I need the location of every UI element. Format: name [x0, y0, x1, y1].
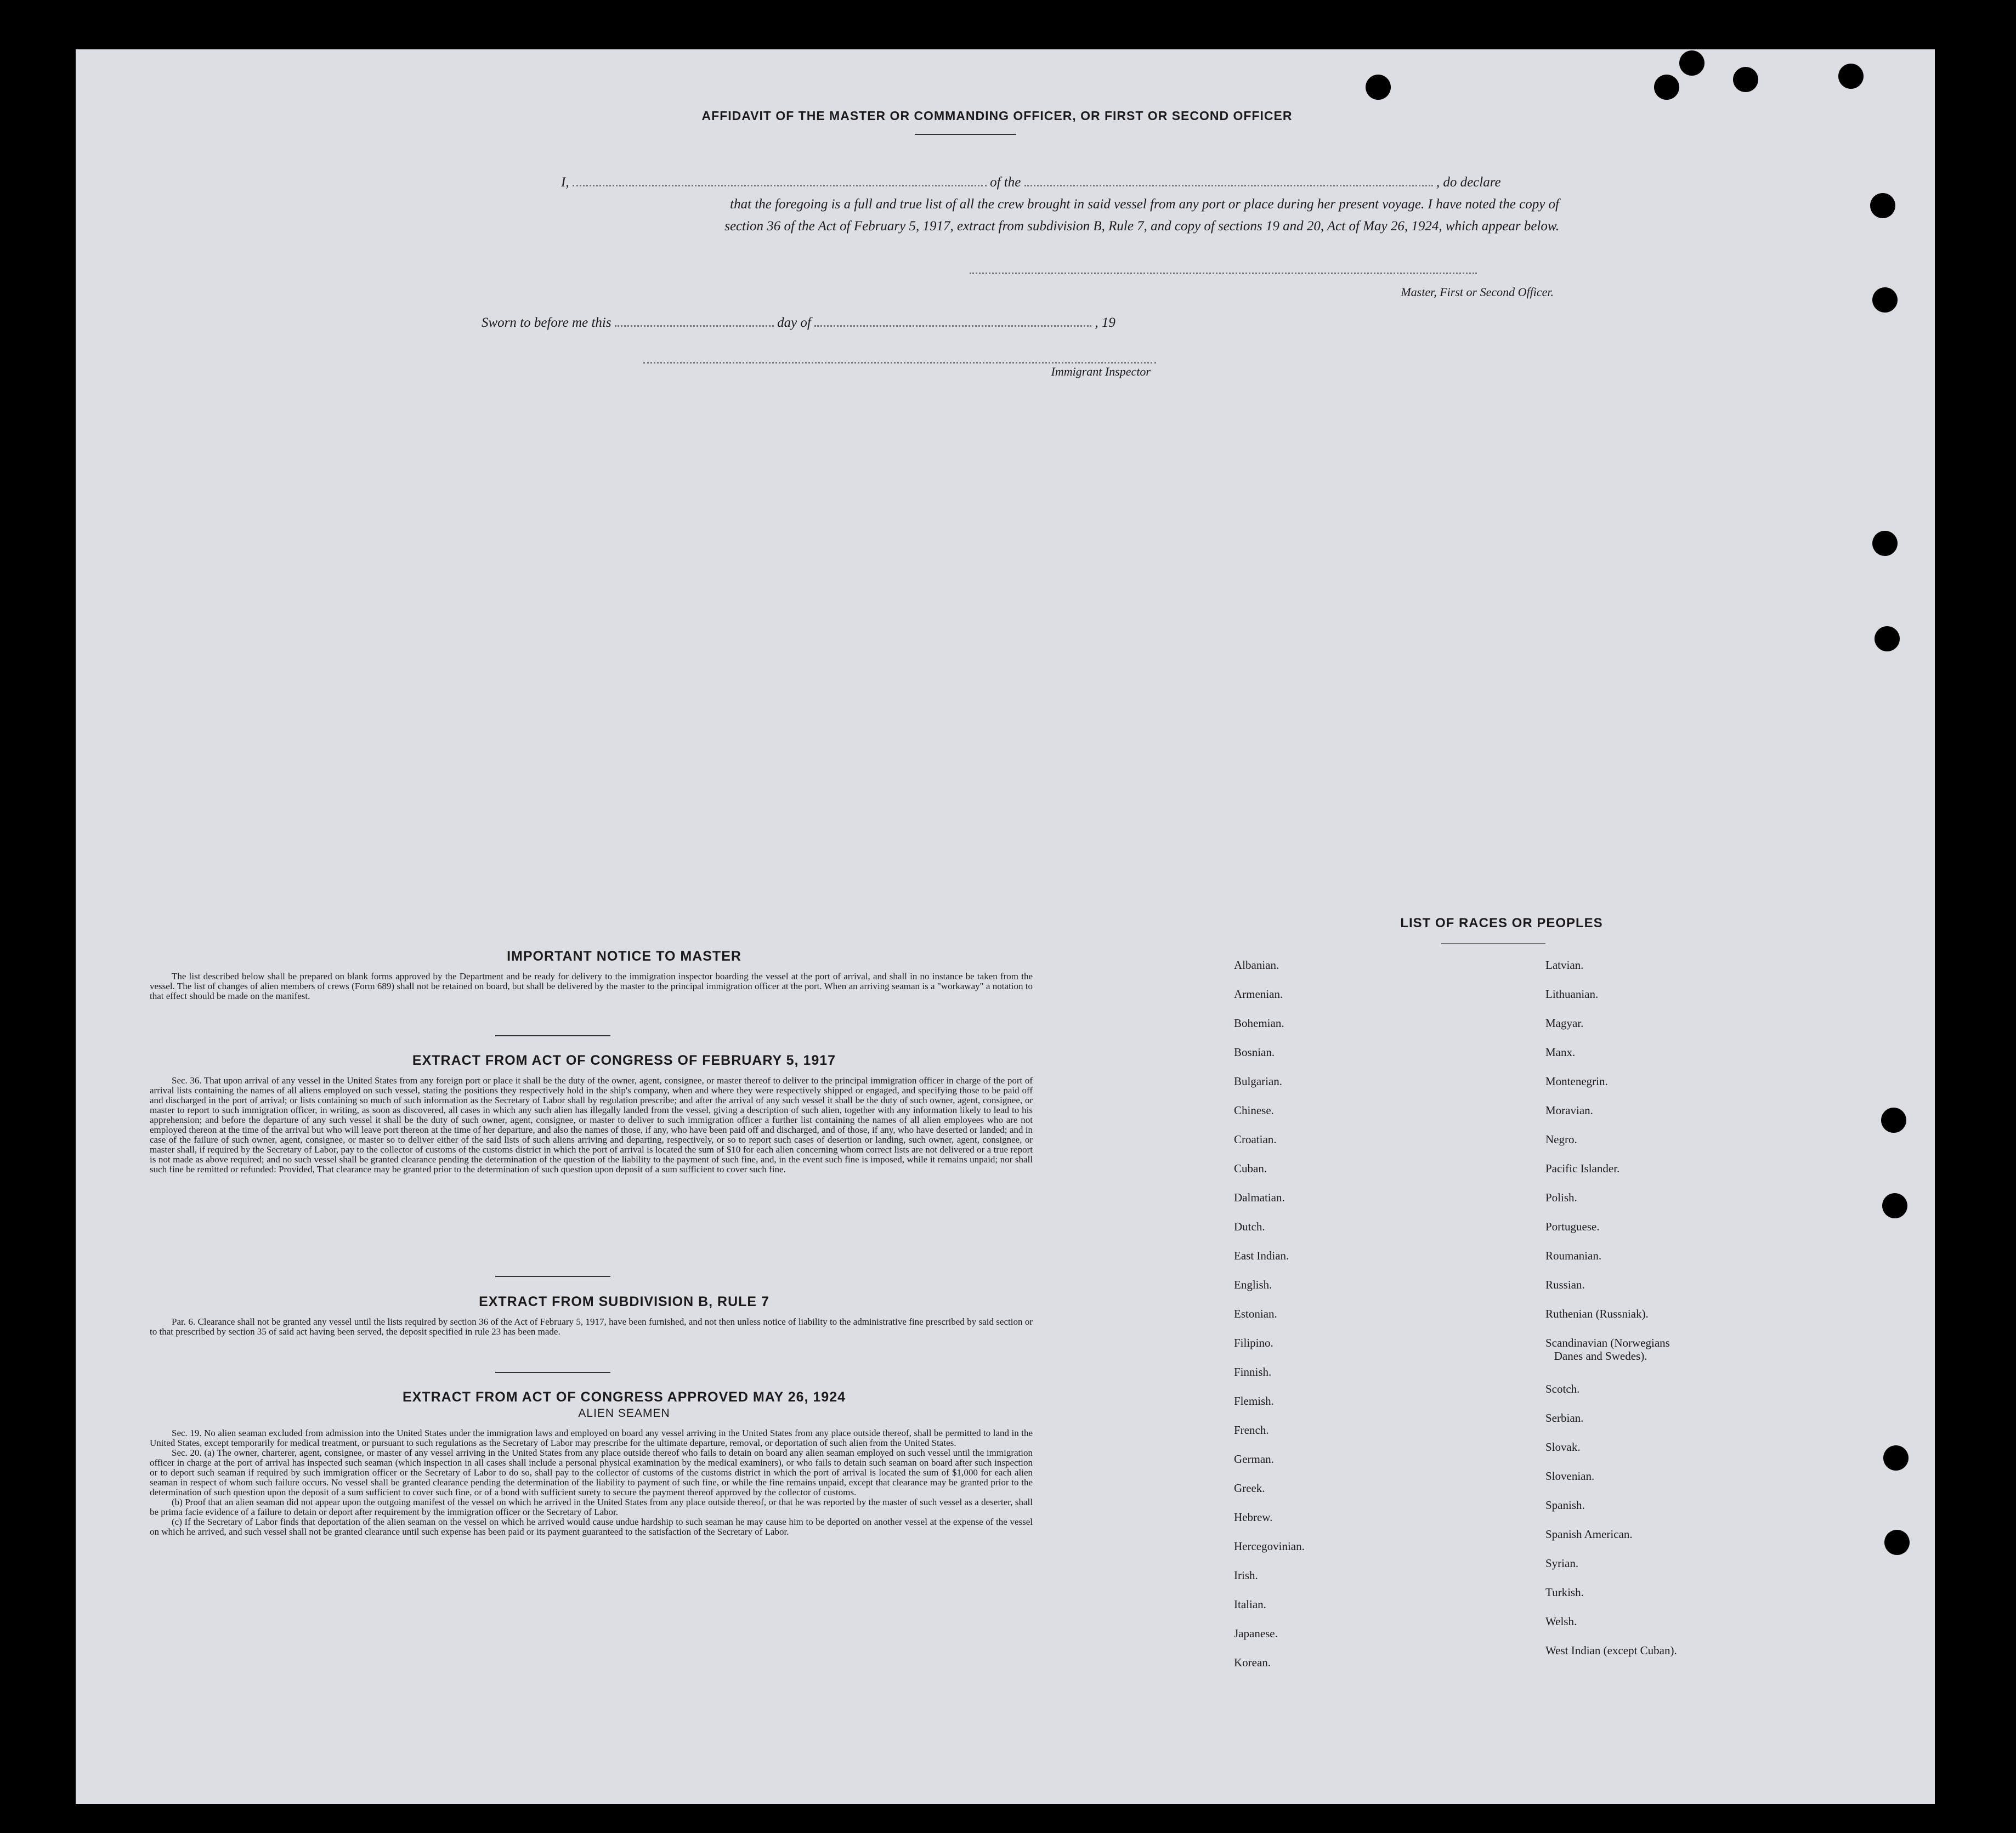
sec20a-text: Sec. 20. (a) The owner, charterer, agent, consignee, or master of any vessel arriving in the United States from any place outside thereof who fails to detain on board any alien seaman employed on such vessel until the immigration officer in charge at the port of arrival has inspected such seaman (which inspection in all cases shall include a personal physical examination by the medical examiners), or who fails to detain such seaman on board after such inspection or to deport such seaman if required by such immigration officer or the Secretary of Labor to do so, shall pay to the collector of customs of the customs district in which the port of arrival is located the sum of $1,000 for each alien seaman in respect of whom such failure occurs. No vessel shall be granted clearance pending the determination of the liability to payment of such fine, or while the fine remains unpaid, except that clearance may be granted prior to the determination of such question upon the deposit of a sum sufficient to cover such fine, or of a bond with sufficient surety to secure the payment thereof approved by the collector of customs. — [150, 1448, 1033, 1497]
race-item: Armenian. — [1234, 988, 1283, 1001]
race-item: Korean. — [1234, 1656, 1271, 1669]
sworn-line — [482, 311, 1249, 334]
punch-hole — [1875, 626, 1900, 651]
document-page — [76, 49, 1935, 1804]
race-item: Chinese. — [1234, 1104, 1274, 1117]
master-name-field[interactable] — [573, 185, 987, 186]
extract1924-subtitle: ALIEN SEAMEN — [578, 1407, 670, 1420]
race-item: Portuguese. — [1545, 1220, 1600, 1233]
notice-rule — [495, 1035, 610, 1036]
race-item: Moravian. — [1545, 1104, 1593, 1117]
race-item: Greek. — [1234, 1482, 1265, 1495]
sworn-day-field[interactable] — [615, 325, 774, 327]
race-item: Bohemian. — [1234, 1017, 1284, 1030]
punch-hole — [1870, 193, 1895, 218]
races-title: LIST OF RACES OR PEOPLES — [1400, 916, 1603, 930]
sworn-month-field[interactable] — [814, 325, 1091, 327]
race-item: Scotch. — [1545, 1382, 1580, 1395]
race-item: West Indian (except Cuban). — [1545, 1644, 1677, 1657]
race-item: Dalmatian. — [1234, 1191, 1285, 1204]
sec20c-text: (c) If the Secretary of Labor finds that deportation of the alien seaman on the vessel on which he arrived would cause undue hardship to such seaman he may cause him to be deported on another vessel at the expense of the vessel on which he arrived, and such vessel shall not be granted clearance until such expense has been paid or its payment guaranteed to the satisfaction of the Secretary of Labor. — [150, 1517, 1033, 1537]
rule7-text: Par. 6. Clearance shall not be granted any vessel until the lists required by section 36 of the Act of February 5, 1917, have been furnished, and not then unless notice of liability to the administrative fine prescribed by said section or to that prescribed by section 35 of said act having been served, the deposit specified in rule 23 has been made. — [150, 1316, 1033, 1337]
affidavit-i-label: I, — [561, 175, 569, 190]
race-item: Roumanian. — [1545, 1249, 1602, 1262]
races-column-1 — [1234, 49, 1508, 1804]
race-item: Estonian. — [1234, 1307, 1277, 1320]
sworn-label: Sworn to before me this — [482, 315, 611, 330]
extract1917-rule — [495, 1276, 610, 1277]
race-item: Albanian. — [1234, 958, 1279, 972]
race-item: Finnish. — [1234, 1365, 1272, 1378]
race-item: French. — [1234, 1423, 1269, 1437]
race-item: Pacific Islander. — [1545, 1162, 1620, 1175]
affidavit-of-the: of the — [990, 175, 1021, 190]
punch-hole — [1733, 67, 1758, 92]
race-item: Latvian. — [1545, 958, 1584, 972]
race-item: Spanish American. — [1545, 1528, 1633, 1541]
punch-hole — [1882, 1193, 1907, 1218]
punch-hole — [1884, 1530, 1910, 1555]
rule7-title: EXTRACT FROM SUBDIVISION B, RULE 7 — [479, 1294, 769, 1309]
affidavit-line2: that the foregoing is a full and true list of all the crew brought in said vessel from any port or place during her present voyage. I have noted the copy of — [730, 197, 1559, 212]
sec20b-text: (b) Proof that an alien seaman did not appear upon the outgoing manifest of the vessel on which he arrived in the United States from any place outside thereof, or that he was reported by the master of such vessel as a deserter, shall be prima facie evidence of a failure to detain or deport after requirement by the immigration officer or the Secretary of Labor. — [150, 1497, 1033, 1517]
extract1924-title: EXTRACT FROM ACT OF CONGRESS APPROVED MAY 26, 1924 — [402, 1389, 846, 1405]
punch-hole — [1872, 531, 1898, 556]
race-item: Bosnian. — [1234, 1046, 1275, 1059]
inspector-signature-line[interactable] — [643, 362, 1156, 364]
race-item: Ruthenian (Russniak). — [1545, 1307, 1649, 1320]
affidavit-title: AFFIDAVIT OF THE MASTER OR COMMANDING OFFICER, OR FIRST OR SECOND OFFICER — [701, 109, 1293, 123]
punch-hole — [1366, 75, 1391, 100]
race-item: Spanish. — [1545, 1499, 1585, 1512]
affidavit-title-rule — [915, 134, 1016, 135]
race-item: Croatian. — [1234, 1133, 1277, 1146]
race-item: Slovak. — [1545, 1440, 1581, 1454]
race-item: Lithuanian. — [1545, 988, 1599, 1001]
master-signature-caption: Master, First or Second Officer. — [1401, 285, 1554, 299]
race-item: Manx. — [1545, 1046, 1576, 1059]
extract1917-title: EXTRACT FROM ACT OF CONGRESS OF FEBRUARY 5, 1917 — [412, 1053, 836, 1068]
notice-text: The list described below shall be prepared on blank forms approved by the Department and be ready for delivery to the immigration inspector boarding the vessel at the port of arrival, and shall in no instance be taken from the vessel. The list of changes of alien members of crews (Form 689) shall not be retained on board, but shall be delivered by the master to the principal immigration officer at the port. When an arriving seaman is a "workaway" a notation to that effect should be made on the manifest. — [150, 971, 1033, 1001]
race-item: Magyar. — [1545, 1017, 1584, 1030]
race-item: Scandinavian (Norwegians Danes and Swedes). — [1545, 1336, 1670, 1363]
punch-hole — [1654, 75, 1679, 100]
race-item: Syrian. — [1545, 1557, 1579, 1570]
race-item: Filipino. — [1234, 1336, 1273, 1349]
day-of-label: day of — [777, 315, 811, 330]
race-item: Serbian. — [1545, 1411, 1584, 1425]
race-item: Polish. — [1545, 1191, 1577, 1204]
extract1924-body — [150, 1428, 1033, 1537]
race-item: Hercegovinian. — [1234, 1540, 1305, 1553]
race-item: East Indian. — [1234, 1249, 1289, 1262]
notice-title: IMPORTANT NOTICE TO MASTER — [507, 949, 741, 964]
race-item: Irish. — [1234, 1569, 1258, 1582]
race-item: Japanese. — [1234, 1627, 1278, 1640]
punch-hole — [1881, 1108, 1906, 1133]
race-item: Montenegrin. — [1545, 1075, 1608, 1088]
races-column-2 — [1545, 49, 1853, 1804]
race-item: Slovenian. — [1545, 1469, 1595, 1483]
race-item: Flemish. — [1234, 1394, 1274, 1408]
race-item: Welsh. — [1545, 1615, 1577, 1628]
race-item: English. — [1234, 1278, 1272, 1291]
race-item: Bulgarian. — [1234, 1075, 1283, 1088]
punch-hole — [1838, 64, 1864, 89]
race-item: German. — [1234, 1452, 1274, 1466]
extract1917-text: Sec. 36. That upon arrival of any vessel in the United States from any foreign port or place it shall be the duty of the owner, agent, consignee, or master thereof to deliver to the principal immigration officer in charge of the port of arrival lists containing the names of all aliens employed on such vessel, stating the positions they respectively hold in the ship's company, when and where they were respectively shipped or engaged, and specifying those to be paid off and discharged in the port of arrival; or lists containing so much of such information as the Secretary of Labor shall by regulation prescribe; and after the arrival of any such vessel it shall be the duty of such owner, agent, consignee, or master to report to such immigration officer, in writing, as soon as discovered, all cases in which any such alien has illegally landed from the vessel, giving a description of such alien, together with any information likely to lead to his apprehension; and before the departure of any such vessel it shall be the duty of such owner, agent, consignee, or master to deliver to such immigration officer a further list containing the names of all alien employees who are not employed thereon at the time of the arrival but who will leave port thereon at the time of her departure, and also the names of those, if any, who have been paid off and discharged, and of those, if any, who have deserted or landed; and in case of the failure of such owner, agent, consignee, or master so to deliver either of the said lists of such aliens arriving and departing, respectively, or so to report such cases of desertion or landing, such owner, agent, consignee, or master shall, if required by the Secretary of Labor, pay to the collector of customs of the customs district in which the port of arrival is located the sum of $10 for each alien concerning whom correct lists are not delivered or a true report is not made as above required; and no such vessel shall be granted clearance pending the determination of the question of the liability to the payment of such fine, and, in the event such fine is imposed, while it remains unpaid; nor shall such fine be remitted or refunded: Provided, That clearance may be granted prior to the determination of such question upon deposit of a sum sufficient to cover such fine. — [150, 1075, 1033, 1174]
punch-hole — [1872, 287, 1898, 313]
race-item: Russian. — [1545, 1278, 1585, 1291]
sec19-text: Sec. 19. No alien seaman excluded from admission into the United States under the immigration laws and employed on board any vessel arriving in the United States from any place outside thereof, shall be permitted to land in the United States, except temporarily for medical treatment, or pursuant to such regulations as the Secretary of Labor may prescribe for the ultimate departure, removal, or deportation of such alien from the United States. — [150, 1428, 1033, 1448]
punch-hole — [1679, 50, 1704, 76]
race-item: Italian. — [1234, 1598, 1266, 1611]
inspector-caption: Immigrant Inspector — [1051, 365, 1151, 378]
race-item: Cuban. — [1234, 1162, 1267, 1175]
affidavit-do-declare: , do declare — [1436, 175, 1501, 190]
race-item: Dutch. — [1234, 1220, 1265, 1233]
punch-hole — [1883, 1445, 1909, 1471]
rule7-rule — [495, 1372, 610, 1373]
race-item: Turkish. — [1545, 1586, 1584, 1599]
race-item: Negro. — [1545, 1133, 1577, 1146]
affidavit-line3: section 36 of the Act of February 5, 1917, extract from subdivision B, Rule 7, and copy of sections 19 and 20, Act of May 26, 1924, which appear below. — [724, 219, 1559, 234]
year-label: , 19 — [1095, 315, 1115, 330]
race-item: Hebrew. — [1234, 1511, 1273, 1524]
